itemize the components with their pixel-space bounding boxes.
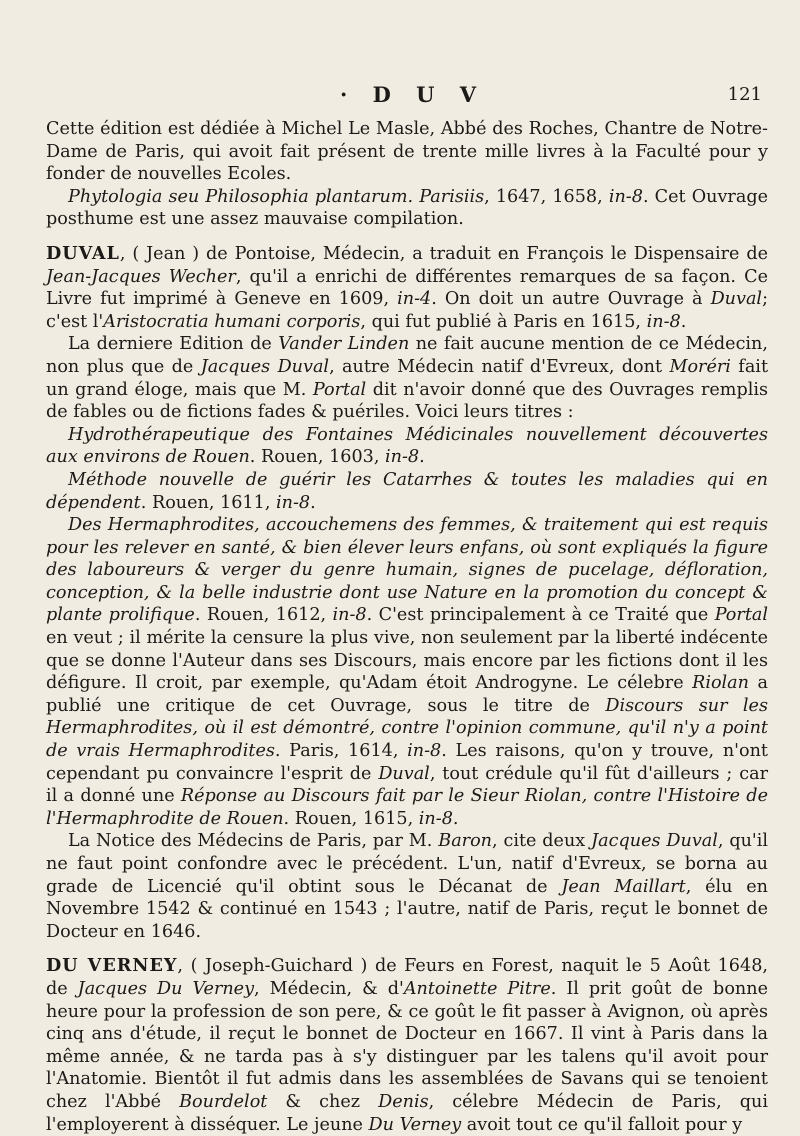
entry-heading: DU VERNEY [46, 955, 178, 977]
italic-run: Antoinette Pitre [403, 978, 551, 999]
italic-run: Riolan [692, 673, 750, 694]
italic-run: Méthode nouvelle de guérir les Catarrhes & toutes les maladies qui en dépendent [46, 469, 768, 513]
text-run: , autre Médecin natif d'Evreux, dont [329, 356, 670, 377]
italic-run: Portal [714, 605, 769, 626]
italic-run: in-8 [407, 741, 442, 762]
italic-run: in-8 [418, 808, 453, 829]
text-run: fait un grand éloge, mais que M. [46, 356, 769, 400]
italic-run: Bourdelot [179, 1091, 268, 1112]
running-head: · D U V [340, 82, 486, 107]
text-run: , ( Jean ) de Pontoise, Médecin, a traduit en François le Dispensaire de [119, 243, 768, 264]
text-run: . Les raisons, qu'on y trouve, n'ont cependant pu convaincre l'esprit de [46, 741, 768, 784]
paragraph-p2 [46, 186, 768, 231]
text-run: . Rouen, 1615, [283, 808, 419, 829]
text-run: Cette édition est dédiée à Michel Le Masle, Abbé des Roches, Chantre de Notre-Dame de Paris, qui avoit fait présent de trente mille livres à la Faculté pour y fonder de nouvelles Ecoles. [46, 119, 768, 185]
text-run: , cite deux [492, 831, 592, 852]
paragraph-p6 [46, 469, 768, 514]
text-run: La Notice des Médecins de Paris, par M. [68, 831, 439, 852]
italic-run: Jacques Duval [200, 356, 330, 377]
text-run: , qu'il ne faut point confondre avec le précédent. L'un, natif d'Evreux, se borna au grade de Licencié qu'il obtint sous le Décanat de [46, 831, 769, 897]
paragraph-p5 [46, 424, 768, 469]
text-run: en veut ; il mérite la censure la plus vive, non seulement par la liberté indécente que se donne l'Auteur dans ses Discours, mais encore par les fictions dont il les défigure. Il croit, par exemple, qu'Adam étoit Androgyne. Le célebre [46, 628, 768, 694]
paragraph-p8 [46, 830, 768, 943]
italic-run: Portal [312, 379, 367, 400]
text-run: . [419, 447, 425, 468]
italic-run: Aristocratia humani corporis [103, 311, 361, 332]
text-run: , élu en Novembre 1542 & continué en 1543 ; l'autre, natif de Paris, reçut le bonnet de Docteur en 1646. [46, 876, 768, 942]
text-run: ne fait aucune mention de ce Médecin, non plus que de [46, 334, 768, 377]
text-run: La derniere Edition de [68, 334, 279, 355]
italic-run: Vander Linden [278, 334, 410, 355]
text-run: . Paris, 1614, [274, 741, 408, 762]
italic-run: in-8 [385, 447, 420, 468]
text-body [46, 118, 768, 1136]
italic-run: Baron [438, 831, 493, 852]
italic-run: in-4 [397, 289, 432, 310]
text-run: , Médecin, & d' [254, 978, 404, 999]
text-run: . Rouen, 1603, [249, 447, 386, 468]
text-run: . Cet Ouvrage posthume est une assez mauvaise compilation. [46, 186, 768, 230]
entry-heading: DUVAL [46, 242, 120, 264]
italic-run: in-8 [608, 186, 643, 207]
italic-run: Denis [378, 1091, 429, 1112]
text-run: avoit tout ce qu'il falloit pour y [461, 1114, 743, 1135]
italic-run: Jean-Jacques Wecher [46, 266, 236, 287]
italic-run: Jean Maillart [561, 876, 686, 897]
italic-run: Des Hermaphrodites, accouchemens des femmes, & traitement qui est requis pour les relever en santé, & bien élever leurs enfans, où sont expliqués la figure des laboureurs & verger du genre humain, signes de pucelage, défloration, conception, & la belle industrie dont use Nature en la promotion du concept & plante prolifique [46, 515, 768, 626]
italic-run: Réponse au Discours fait par le Sieur Riolan, contre l'Histoire de l'Hermaphrodite de Rouen [46, 786, 768, 829]
paragraph-p3 [46, 243, 768, 333]
page-header [0, 82, 800, 112]
text-run: . [452, 808, 459, 829]
italic-run: Duval [378, 763, 430, 784]
text-run: dit n'avoir donné que des Ouvrages remplis de fables ou de fictions fades & puériles. Voici leurs titres : [46, 379, 768, 423]
text-run: , qui fut publié à Paris en 1615, [360, 311, 647, 332]
text-run: , ( Joseph-Guichard ) de Feurs en Forest, naquit le 5 Août 1648, de [46, 956, 768, 999]
paragraph-p1 [46, 118, 768, 186]
paragraph-p4 [46, 333, 768, 423]
text-run: . On doit un autre Ouvrage à [431, 289, 711, 310]
text-run: , célebre Médecin de Paris, qui l'employerent à disséquer. Le jeune [46, 1091, 768, 1135]
italic-run: Discours sur les Hermaphrodites, où il est démontré, contre l'opinion commune, qu'il n'y a point de vrais Hermaphrodites [46, 695, 768, 762]
text-run: . [310, 492, 316, 513]
text-run: . Il prit goût de bonne heure pour la profession de son pere, & ce goût le fit passer à Avignon, où après cinq ans d'étude, il reçut le bonnet de Docteur en 1667. Il vint à Paris dans la même année, & ne tarda pas à s'y distinguer par les talens qu'il avoit pour l'Anatomie. Bientôt il fut admis dans les assemblées de Savans qui se tenoient chez l'Abbé [46, 978, 768, 1112]
paragraph-p7 [46, 514, 768, 830]
text-run: , tout crédule qu'il fût d'ailleurs ; car il a donné une [46, 763, 768, 807]
italic-run: Phytologia seu Philosophia plantarum. Parisiis [68, 186, 485, 207]
text-run: ; c'est l' [46, 289, 768, 332]
italic-run: Duval [710, 289, 763, 310]
italic-run: Jacques Du Verney [77, 978, 255, 999]
italic-run: Hydrothérapeutique des Fontaines Médicinales nouvellement découvertes aux environs de Rouen [46, 424, 768, 468]
paragraph-p9 [46, 955, 768, 1136]
text-run: & chez [267, 1091, 379, 1112]
text-run: . C'est principalement à ce Traité que [366, 605, 715, 626]
italic-run: Du Verney [368, 1114, 462, 1135]
text-run: . Rouen, 1612, [194, 605, 333, 626]
text-run: . [680, 311, 687, 332]
text-run: a publié une critique de cet Ouvrage, sous le titre de [46, 673, 768, 716]
italic-run: in-8 [332, 605, 367, 626]
italic-run: Moréri [669, 356, 731, 377]
italic-run: in-8 [646, 311, 681, 332]
italic-run: in-8 [276, 492, 311, 513]
text-run: . Rouen, 1611, [140, 492, 277, 513]
italic-run: Jacques Duval [591, 831, 718, 852]
text-run: , 1647, 1658, [484, 186, 609, 207]
text-run: , qu'il a enrichi de différentes remarques de sa façon. Ce Livre fut imprimé à Geneve en 1609, [46, 266, 768, 310]
page-number: 121 [727, 84, 762, 105]
